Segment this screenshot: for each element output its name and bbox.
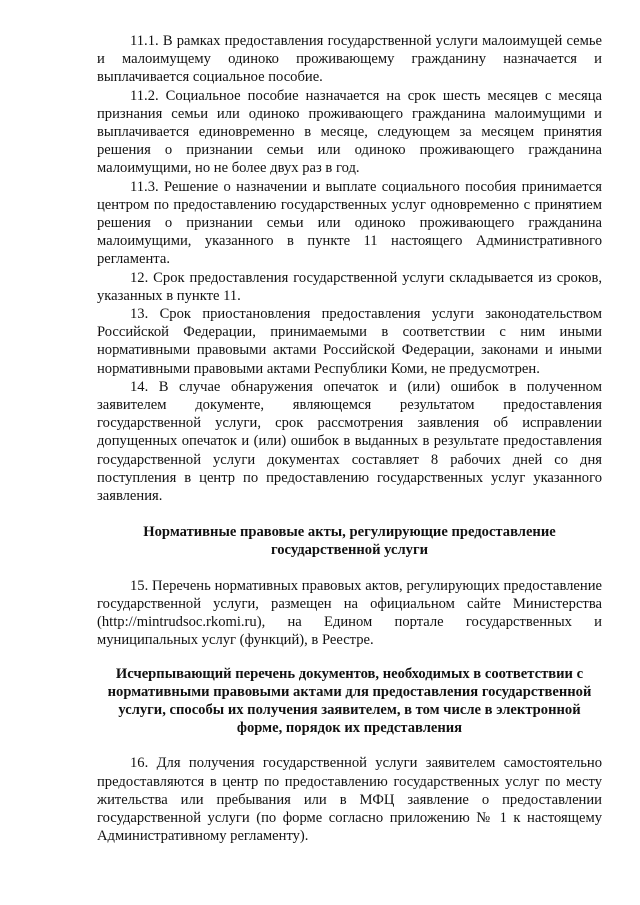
- section-heading-documents: Исчерпывающий перечень документов, необходимых в соответствии с нормативными правовыми актами для предоставления государственной услуги, способы их получения заявителем, в том числе в электронной форме, порядок их представления: [107, 665, 592, 737]
- document-page: [97, 32, 602, 845]
- paragraph-11-3: 11.3. Решение о назначении и выплате социального пособия принимается центром по предоставлению государственных услуг одновременно с принятием решения о признании семьи или одиноко проживающего гражданина малоимущими, указанного в пункте 11 настоящего Административного регламента.: [97, 178, 602, 268]
- section-heading-legal-acts: Нормативные правовые акты, регулирующие предоставление государственной услуги: [143, 524, 556, 559]
- paragraph-15: 15. Перечень нормативных правовых актов, регулирующих предоставление государственной услуги, размещен на официальном сайте Министерства (http://mintrudsoc.rkomi.ru), на Едином портале государственных и муниципальных услуг (функций), в Реестре.: [97, 577, 602, 649]
- paragraph-14: 14. В случае обнаружения опечаток и (или) ошибок в полученном заявителем документе, являющемся результатом предоставления государственной услуги, срок рассмотрения заявления об исправлении допущенных опечаток и (или) ошибок в выданных в результате предоставления государственной услуги документах составляет 8 рабочих дней со дня поступления в центр по предоставлению государственных услуг указанного заявления.: [97, 378, 602, 505]
- paragraph-13: 13. Срок приостановления предоставления услуги законодательством Российской Федерации, принимаемыми в соответствии с ним иными нормативными правовыми актами Российской Федерации, законами и иными нормативными правовыми актами Республики Коми, не предусмотрен.: [97, 306, 602, 377]
- paragraph-11-1: 11.1. В рамках предоставления государственной услуги малоимущей семье и малоимущему одиноко проживающему гражданину назначается и выплачивается социальное пособие.: [97, 33, 602, 86]
- paragraph-11-2: 11.2. Социальное пособие назначается на срок шесть месяцев с месяца признания семьи или одиноко проживающего гражданина малоимущими и выплачивается единовременно в месяце, следующем за месяцем принятия решения о признании семьи или одиноко проживающего гражданина малоимущими, но не более двух раз в год.: [97, 87, 602, 177]
- paragraph-16: 16. Для получения государственной услуги заявителем самостоятельно предоставляются в центр по предоставлению государственных услуг по месту жительства или пребывания или в МФЦ заявление о предоставлении государственной услуги (по форме согласно приложению № 1 к настоящему Административному регламенту).: [97, 755, 602, 845]
- paragraph-12: 12. Срок предоставления государственной услуги складывается из сроков, указанных в пункте 11.: [97, 269, 602, 304]
